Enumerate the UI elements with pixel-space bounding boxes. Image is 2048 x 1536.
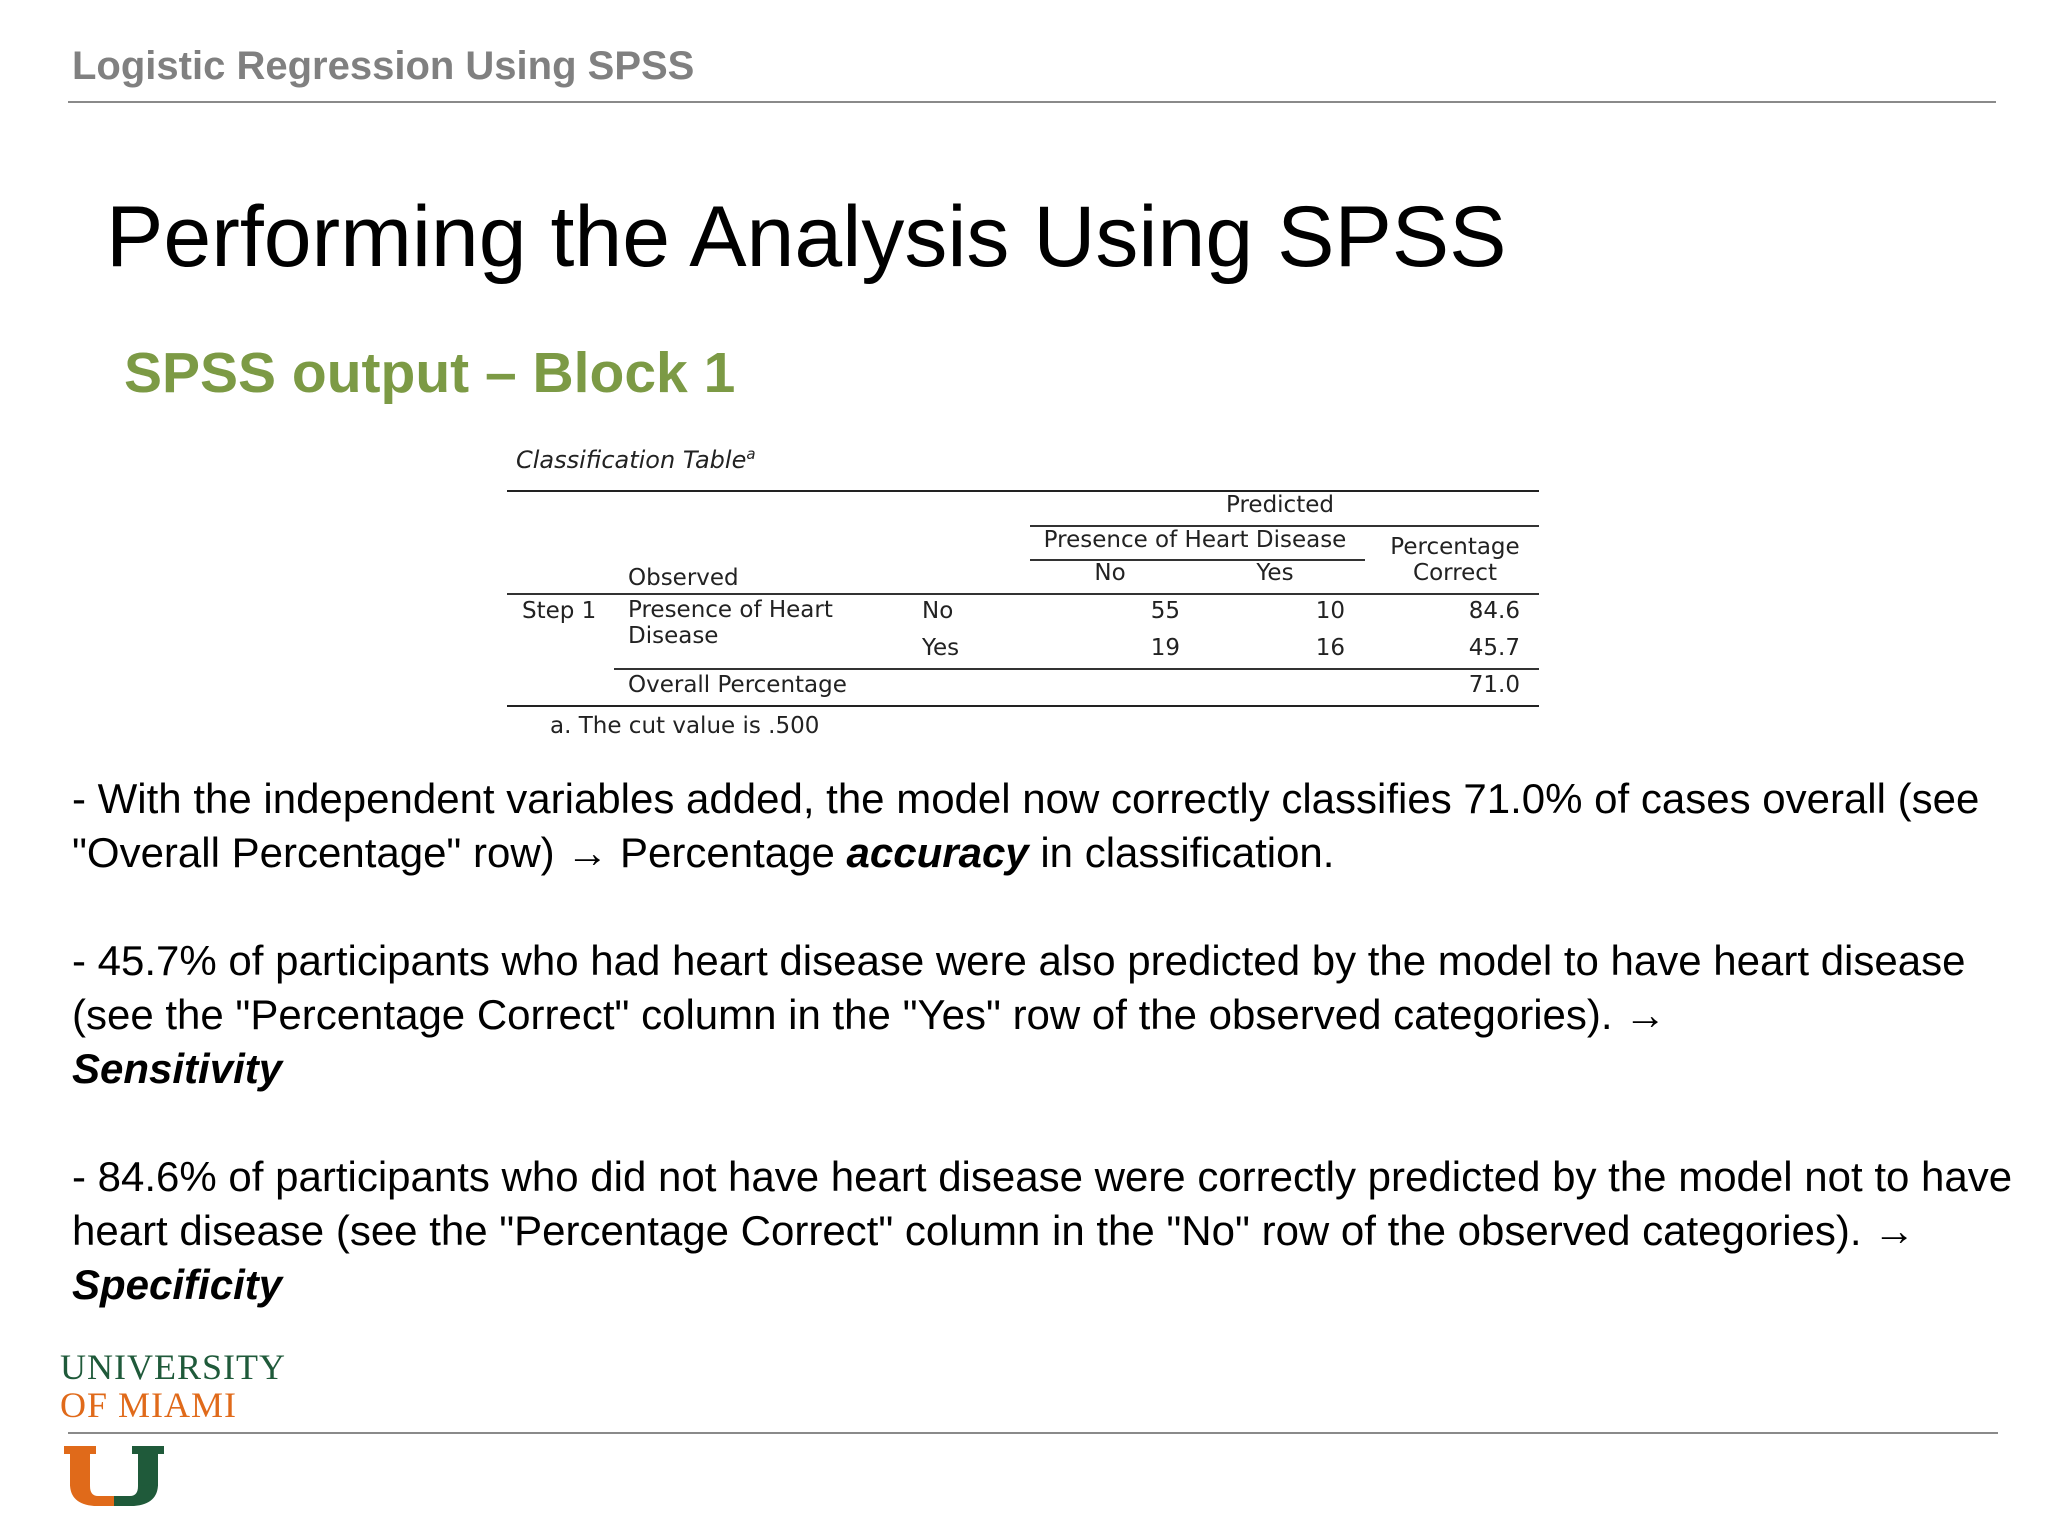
row-yes-predicted-yes: 16: [1315, 635, 1345, 661]
row-no-predicted-no: 55: [1150, 598, 1180, 624]
university-logo-text: UNIVERSITY OF MIAMI: [60, 1347, 286, 1425]
col-no-header: No: [1094, 560, 1126, 586]
header-bottom-rule: [507, 593, 1539, 595]
paragraph-sensitivity: - 45.7% of participants who had heart disease were also predicted by the model to have heart disease (see the "Percentage Correct" column in the "Yes" row of the observed categories). → Sensitivity: [72, 937, 1966, 1092]
paragraph-accuracy: - With the independent variables added, the model now correctly classifies 71.0% of cases overall (see "Overall Percentage" row) → Percentage accuracy in classification.: [72, 775, 1980, 876]
table-caption: Classification Table$^a$: [516, 445, 756, 474]
predicted-header: Predicted: [1226, 492, 1334, 518]
observed-header: Observed: [628, 565, 739, 591]
table-bottom-rule: [507, 705, 1539, 707]
header-divider: [68, 101, 1996, 103]
row-variable-line1: Presence of Heart: [628, 597, 833, 623]
arrow-icon: →: [1873, 1207, 1916, 1254]
arrow-icon: →: [566, 829, 609, 876]
row-no-predicted-yes: 10: [1315, 598, 1345, 624]
paragraph-specificity: - 84.6% of participants who did not have heart disease were correctly predicted by the model not to have heart disease (see the "Percentage Correct" column in the "No" row of the observed categories). → Specificity: [72, 1153, 2013, 1308]
table-footnote: a. The cut value is .500: [550, 713, 820, 739]
row-yes-predicted-no: 19: [1150, 635, 1180, 661]
pct-header-2: Correct: [1413, 560, 1497, 586]
overall-percentage: 71.0: [1468, 672, 1520, 698]
row-no-label: No: [922, 598, 954, 624]
header-title: Logistic Regression Using SPSS: [72, 44, 695, 88]
slide-title: Performing the Analysis Using SPSS: [106, 189, 1507, 285]
pct-header-1: Percentage: [1390, 534, 1520, 560]
overall-rule: [614, 668, 1539, 670]
body-text: [72, 772, 2032, 1366]
overall-label: Overall Percentage: [628, 672, 847, 698]
row-yes-label: Yes: [922, 635, 960, 661]
row-no-percentage: 84.6: [1468, 598, 1520, 624]
slide-subtitle: SPSS output – Block 1: [124, 341, 736, 405]
arrow-icon: →: [1624, 991, 1667, 1038]
u-logo-icon: [64, 1446, 164, 1508]
col-yes-header: Yes: [1256, 560, 1294, 586]
row-yes-percentage: 45.7: [1468, 635, 1520, 661]
predicted-group-header: Presence of Heart Disease: [1043, 527, 1347, 553]
step-label: Step 1: [522, 598, 597, 624]
row-variable-line2: Disease: [628, 623, 719, 649]
footer-divider: [68, 1432, 1998, 1434]
